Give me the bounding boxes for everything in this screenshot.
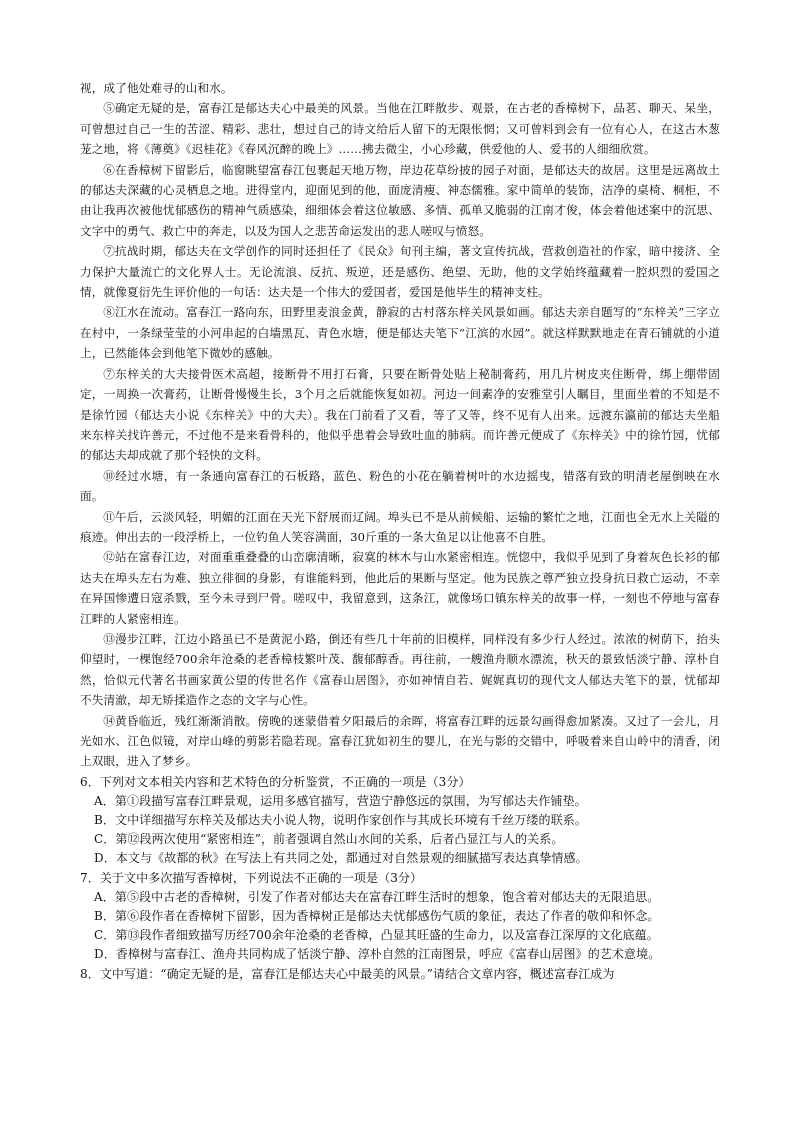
paragraph-6: ⑥在香樟树下留影后，临窗眺望富春江包裹起天地万物，岸边花草纷披的园子对面，是郁达夫的故居。这里是远离故土的郁达夫深藏的心灵栖息之地。进得堂内，迎面见到的他，面庞清瘦、神态儒雅。家中简单的装饰，洁净的桌椅、桐柜，不由让我再次被他忧郁感伤的精神气质感染，细细体会着这位敏感、多情、孤单又脆弱的江南才俊，体会着他述案中的沉思、文字中的勇气、救亡中的奔走，以及为国人之悲苦命运发出的悲人嗟叹与愤怒。 [80,162,720,238]
option-c: C．第⑬段作者细致描写历经700余年沧桑的老香樟，凸显其旺盛的生命力，以及富春江深厚的文化底蕴。 [94,927,659,942]
paragraph-continuation: 视，成了他处难寻的山和水。 [80,81,233,95]
question-8 [80,965,720,984]
option-b: B．文中详细描写东梓关及郁达夫小说人物，说明作家创作与其成长环境有千丝万缕的联系。 [94,812,587,827]
question-7 [80,869,720,964]
paragraph-5: ⑤确定无疑的是，富春江是郁达夫心中最美的风景。当他在江畔散步、观景，在古老的香樟树下，品茗、聊天、呆坐，可曾想过自己一生的苦涩、精彩、悲壮，想过自己的诗文给后人留下的无限怅惘；又可曾料到会有一位有心人，在这古木葱茏之地，将《薄奠》《迟桂花》《春风沉醉的晚上》……拂去微尘，小心珍藏，供爱他的人、爱书的人细细欣赏。 [80,101,720,157]
article-body [80,78,720,984]
paragraph-11: ⑪午后，云淡风轻，明媚的江面在天光下舒展而辽阔。埠头已不是从前候船、运输的繁忙之地，江面也全无水上关隘的痕迹。伸出去的一段浮桥上，一位钓鱼人笑容满面，30斤重的一条大鱼足以让他喜不自胜。 [80,509,720,544]
question-stem: 8．文中写道：“确定无疑的是，富春江是郁达夫心中最美的风景。”请结合文章内容，概述富春江成为 [80,966,615,981]
question-stem: 7．关于文中多次描写香樟树，下列说法不正确的一项是（3分） [80,870,423,885]
paragraph-12: ⑫站在富春江边，对面重重叠叠的山峦廓清晰，寂寞的林木与山水紧密相连。恍惚中，我似乎见到了身着灰色长衫的郁达夫在埠头左右为难、独立徘徊的身影，有谁能料到，他此后的果断与坚定。他为民族之尊严独立投身抗日救亡运动，不幸在异国惨遭日寇杀戮，至今未寻到尸骨。嗟叹中，我留意到，这条江，就像场口镇东梓关的故事一样，一刻也不停地与富春江畔的人紧密相连。 [80,550,720,626]
paragraph-10: ⑩经过水塘，有一条通向富春江的石板路，蓝色、粉色的小花在躺着树叶的水边摇曳，错落有致的明清老屋倒映在水面。 [80,468,720,504]
option-d: D．本文与《故都的秋》在写法上有共同之处，都通过对自然景观的细腻描写表达真挚情感。 [94,850,588,865]
option-d: D．香樟树与富春江、渔舟共同构成了恬淡宁静、淳朴自然的江南图景，呼应《富春山居图》的艺术意境。 [94,946,661,961]
question-stem: 6．下列对文本相关内容和艺术特色的分析鉴赏，不正确的一项是（3分） [80,774,471,789]
paragraph-9: ⑦东梓关的大夫接骨医术高超，接断骨不用打石膏，只要在断骨处贴上秘制膏药，用几片树皮夹住断骨，绑上绷带固定，一周换一次膏药，让断骨慢慢生长，3个月之后就能恢复如初。河边一间素净的安雅堂引人瞩目，里面坐着的不知是不是徐竹园（郁达夫小说《东梓关》中的大夫）。我在门前看了又看，等了又等，终不见有人出来。远渡东瀛前的郁达夫坐船来东梓关找许善元，不过他不是来看骨科的，他似乎患着会导致吐血的肺病。而许善元便成了《东梓关》中的徐竹园，忧郁的郁达夫却成就了那个轻快的文科。 [80,366,720,463]
paragraph-13: ⑬漫步江畔，江边小路虽已不是黄泥小路，倒还有些几十年前的旧模样，同样没有多少行人经过。浓浓的树荫下，抬头仰望时，一棵饱经700余年沧桑的老香樟枝繁叶茂、馥郁醇香。再往前，一艘渔舟顺水漂流，秋天的景致恬淡宁静、淳朴自然，恰似元代著名书画家黄公望的传世名作《富春山居图》，亦如神情自若、娓娓真切的现代文人郁达夫笔下的景，忧郁却不失清澈，却无矫揉造作之态的文字与心性。 [80,631,720,708]
option-a: A．第①段描写富春江畔景观，运用多感官描写，营造宁静悠远的氛围，为写郁达夫作铺垫。 [94,793,587,808]
paragraph-7: ⑦抗战时期，郁达夫在文学创作的同时还担任了《民众》旬刊主编，著文宣传抗战，营救创造社的作家，暗中接济、全力保护大量流亡的文化界人士。无论流浪、反抗、叛逆，还是感伤、绝望、无助，他的文学始终蕴藏着一腔炽烈的爱国之情，就像夏衍先生评价他的一句话：达夫是一个伟大的爱国者，爱国是他毕生的精神支柱。 [80,244,720,300]
paragraph-14: ⑭黄昏临近，残红渐渐消散。傍晚的迷蒙借着夕阳最后的余晖，将富春江畔的远景勾画得愈加紧凑。又过了一会儿，月光如水、江色似镜，对岸山峰的剪影若隐若现。富春江犹如初生的婴儿，在光与影的交错中，呼吸着来自山岭中的清香，闭上双眼，进入了梦乡。 [80,713,720,769]
option-a: A．第⑤段中古老的香樟树，引发了作者对郁达夫在富春江畔生活时的想象，饱含着对郁达夫的无限追思。 [94,889,660,904]
option-c: C．第⑫段两次使用“紧密相连”，前者强调自然山水间的关系，后者凸显江与人的关系。 [94,831,564,846]
paragraph-8: ⑧江水在流动。富春江一路向东，田野里麦浪金黄，静寂的古村落东梓关风景如画。郁达夫亲自题写的“东梓关”三字立在村中，一条绿莹莹的小河串起的白墙黑瓦、青色水塘，便是郁达夫笔下“江滨的水园”。就这样默默地走在青石铺就的小道上，已然能体会到他笔下微妙的感触。 [80,305,720,361]
question-6 [80,773,720,868]
option-b: B．第⑥段作者在香樟树下留影，因为香樟树正是郁达夫忧郁感伤气质的象征，表达了作者的敬仰和怀念。 [94,908,660,923]
